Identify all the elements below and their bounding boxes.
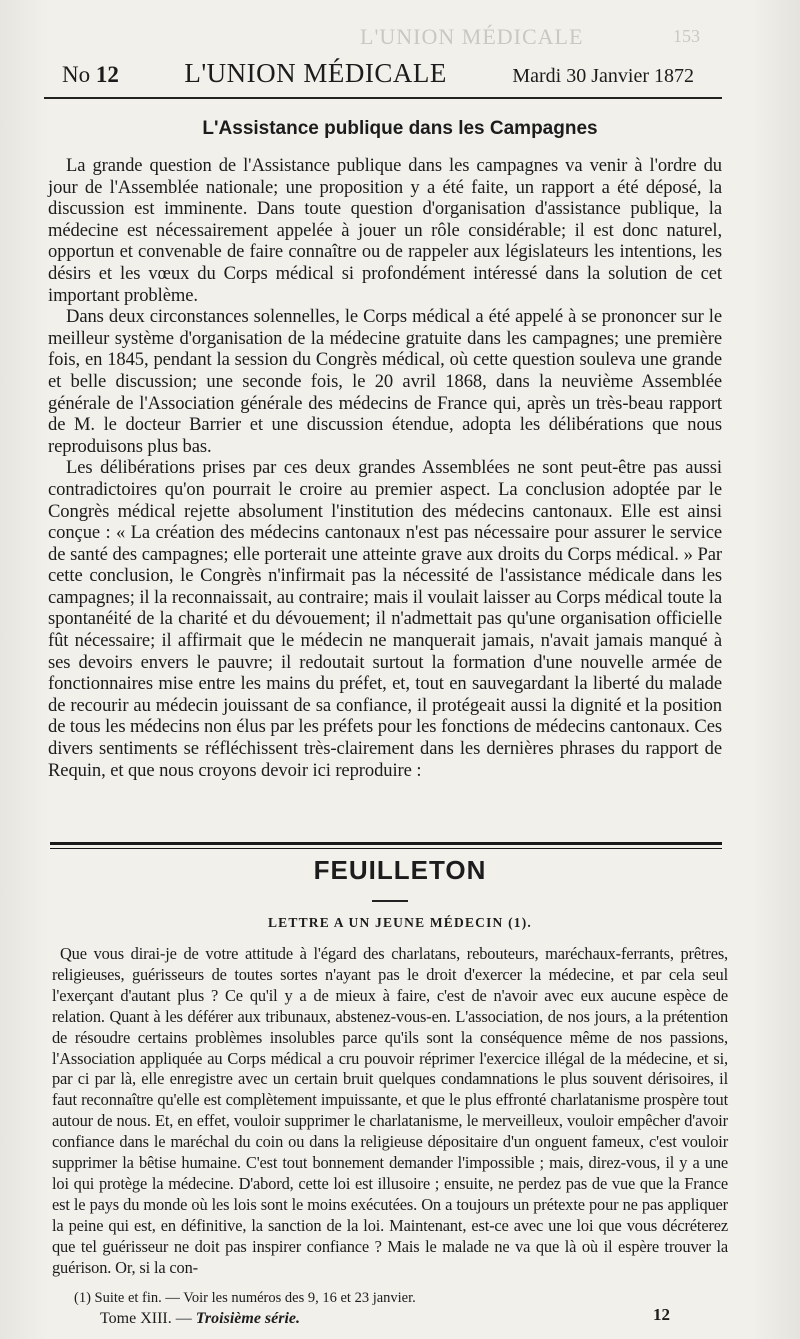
header-rule [44, 97, 722, 99]
bleed-through-title: L'UNION MÉDICALE [360, 24, 584, 49]
article-paragraph-1: La grande question de l'Assistance publique dans les campagnes va venir à l'ordre du jour de l'Assemblée nationale; une proposition y a été faite, un rapport a été déposé, la discussion est imminente. Dans toute question d'organisation d'assistance publique, la médecine est nécessairement appelée à jouer un rôle considérable; il est donc naturel, opportun et convenable de faire connaître ou de rappeler aux législateurs les intentions, les désirs et les vœux du Corps médical si profondément intéressé dans la solution de cet important problème. [48, 155, 722, 306]
page-number: 12 [653, 1305, 670, 1324]
bleed-through-page-number: 153 [673, 26, 700, 46]
article-paragraph-3: Les délibérations prises par ces deux grandes Assemblées ne sont peut-être pas aussi contradictoires qu'on pourrait le croire au premier aspect. La conclusion adoptée par le Congrès médical rejette absolument l'institution des médecins cantonaux. Elle est ainsi conçue : « La création des médecins cantonaux n'est pas nécessaire pour assurer le service de santé des campagnes; elle porterait une atteinte grave aux droits du Corps médical. » Par cette conclusion, le Congrès n'infirmait pas la nécessité de l'assistance médicale dans les campagnes; il la reconnaissait, au contraire; mais il voulait laisser au Corps médical toute la spontanéité de la charité et du dévouement; il n'admettait pas qu'une organisation officielle fût nécessaire; il affirmait que le médecin ne manquerait jamais, n'avait jamais manqué à ses devoirs envers le pauvre; il redoutait surtout la formation d'une nouvelle armée de fonctionnaires mise entre les mains du préfet, et, tout en sauvegardant la liberté du malade de recourir au médecin jouissant de sa confiance, il protégeait aussi la dignité et la position de tous les médecins non élus par les préfets pour les fonctions de médecins cantonaux. Ces divers sentiments se réfléchissent très-clairement dans les dernières phrases du rapport de Requin, et que nous croyons devoir ici reproduire : [48, 457, 722, 781]
journal-title: L'UNION MÉDICALE [184, 58, 447, 88]
footnote-marker: (1). [508, 915, 533, 930]
letter-title: LETTRE A UN JEUNE MÉDECIN (1). [267, 915, 533, 930]
article-title: L'Assistance publique dans les Campagnes [202, 118, 598, 139]
article-paragraph-2: Dans deux circonstances solennelles, le Corps médical a été appelé à se prononcer sur le meilleur système d'organisation de la médecine gratuite dans les campagnes; une première fois, en 1845, pendant la session du Congrès médical, où cette question souleva une grande et belle discussion; une seconde fois, le 20 avril 1868, dans la neuvième Assemblée générale de l'Association générale des médecins de France qui, après un très-beau rapport de M. le docteur Barrier et une discussion étendue, adopta les délibérations que nous reproduisons plus bas. [48, 306, 722, 457]
feuilleton-body [52, 944, 728, 1279]
feuilleton-paragraph: Que vous dirai-je de votre attitude à l'égard des charlatans, rebouteurs, maréchaux-ferrants, prêtres, religieuses, guérisseurs de toutes sortes n'ayant pas le droit d'exercer la médecine, et par cela seul l'exerçant d'autant plus ? Ce qu'il y a de mieux à faire, c'est de n'avoir avec eux aucune espèce de relation. Quant à les déférer aux tribunaux, abstenez-vous-en. L'association, de nos jours, a la prétention de résoudre certains problèmes insolubles parce qu'ils sont la conséquence même de nos passions, l'Association appliquée au Corps médical a cru pouvoir réprimer l'exercice illégal de la médecine, et si, par ci par là, elle enregistre avec un certain bruit quelques condamnations le plus souvent dérisoires, il faut reconnaître qu'elle est complètement impuissante, et que le plus effronté charlatanisme prospère tout autour de nous. Et, en effet, vouloir supprimer le charlatanisme, le merveilleux, vouloir empêcher d'avoir confiance dans le maréchal du coin ou dans la religieuse dépositaire d'un onguent fameux, c'est vouloir supprimer la bêtise humaine. C'est tout bonnement demander l'impossible ; mais, direz-vous, il y a une loi qui protège la médecine. D'abord, cette loi est illusoire ; ensuite, ne perdez pas de vue que la France est le pays du monde où les lois sont le moins exécutées. On a toujours un prétexte pour ne pas appliquer la peine qui est, en définitive, la sanction de la loi. Maintenant, est-ce avec une loi que vous décréterez que tel guérisseur ne doit pas inspirer confiance ? Mais le malade ne va que là où il espère trouver la guérison. Or, si la con- [52, 944, 728, 1277]
series-label: Troisième série. [195, 1310, 301, 1327]
issue-number: No 12 [62, 62, 119, 87]
heading-underline [372, 900, 408, 902]
footnote: (1) Suite et fin. — Voir les numéros des 9, 16 et 23 janvier. [74, 1290, 416, 1306]
masthead [62, 58, 694, 89]
feuilleton-heading: FEUILLETON [313, 855, 487, 885]
section-divider-thin [50, 848, 722, 849]
issue-date: Mardi 30 Janvier 1872 [512, 65, 694, 87]
volume-info: Tome XIII. — Troisième série. [100, 1310, 301, 1327]
article-body [48, 155, 722, 781]
section-divider [50, 842, 722, 845]
